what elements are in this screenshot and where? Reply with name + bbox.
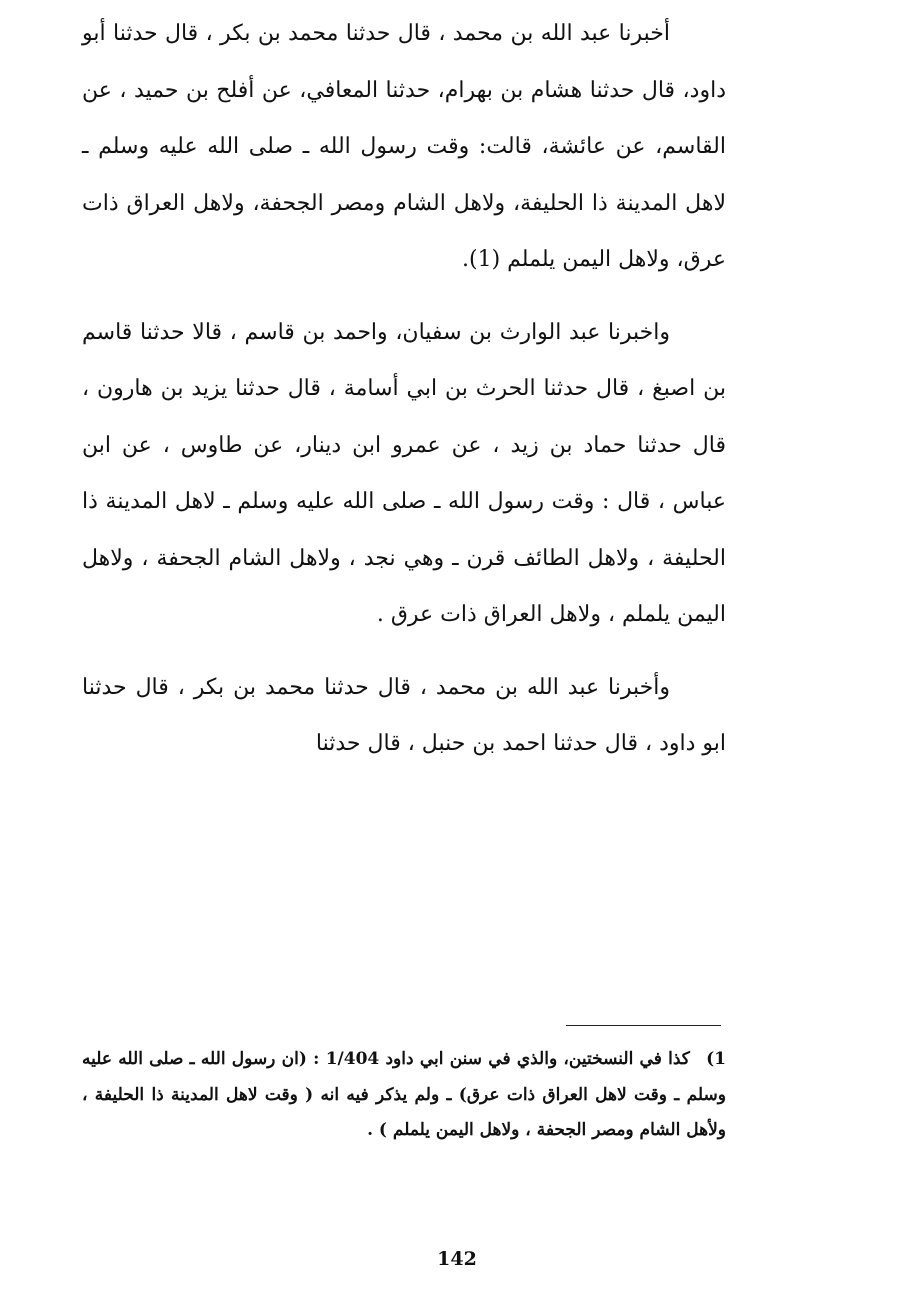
footnote-number: 1) xyxy=(706,1049,726,1069)
paragraph-3: وأخبرنا عبد الله بن محمد ، قال حدثنا محمد بن بكر ، قال حدثنا ابو داود ، قال حدثنا احمد بن حنبل ، قال حدثنا xyxy=(82,674,726,756)
footnote xyxy=(82,1042,726,1149)
paragraph-2: واخبرنا عبد الوارث بن سفيان، واحمد بن قاسم ، قالا حدثنا قاسم بن اصبغ ، قال حدثنا الحرث بن ابي أسامة ، قال حدثنا يزيد بن هارون ، قال حدثنا حماد بن زيد ، عن عمرو ابن دينار، عن طاوس ، عن ابن عباس ، قال : وقت رسول الله ـ صلى الله عليه وسلم ـ لاهل المدينة ذا الحليفة ، ولاهل الطائف قرن ـ وهي نجد ، ولاهل الشام الجحفة ، ولاهل اليمن يلملم ، ولاهل العراق ذات عرق . xyxy=(82,319,726,627)
main-text xyxy=(82,6,726,773)
footnote-separator xyxy=(566,1025,721,1026)
paragraph-1: أخبرنا عبد الله بن محمد ، قال حدثنا محمد بن بكر ، قال حدثنا أبو داود، قال حدثنا هشام بن بهرام، حدثنا المعافي، عن أفلح بن حميد ، عن القاسم، عن عائشة، قالت: وقت رسول الله ـ صلى الله عليه وسلم ـ لاهل المدينة ذا الحليفة، ولاهل الشام ومصر الجحفة، ولاهل العراق ذات عرق، ولاهل اليمن يلملم (1). xyxy=(82,21,726,272)
footnote-text: كذا في النسختين، والذي في سنن ابي داود 1/404 : (ان رسول الله ـ صلى الله عليه وسلم ـ وقت لاهل العراق ذات عرق) ـ ولم يذكر فيه انه ( وقت لاهل المدينة ذا الحليفة ، ولأهل الشام ومصر الجحفة ، ولاهل اليمن يلملم ) . xyxy=(82,1049,726,1140)
page-number: 142 xyxy=(437,1248,477,1270)
